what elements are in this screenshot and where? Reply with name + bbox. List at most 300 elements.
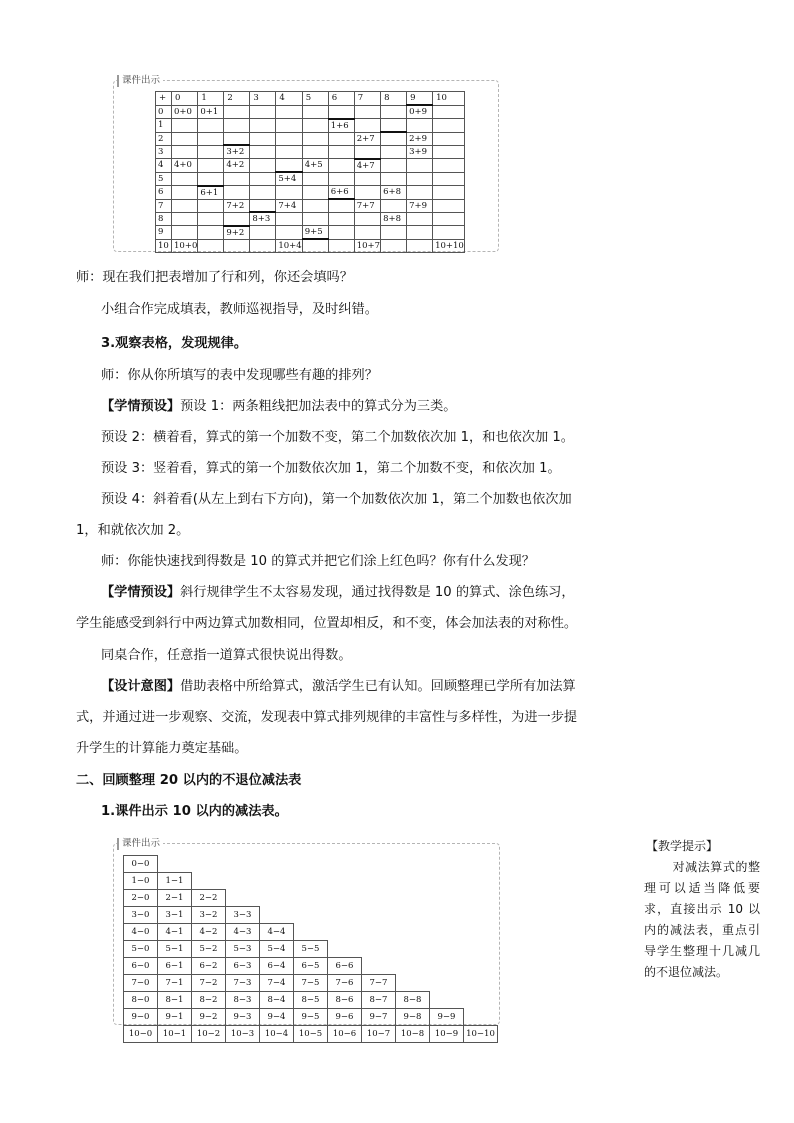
empty-cell xyxy=(396,975,430,992)
subtraction-cell: 6−6 xyxy=(328,958,362,975)
subtraction-cell: 10−2 xyxy=(192,1026,226,1043)
empty-cell xyxy=(362,941,396,958)
addition-cell: 6+1 xyxy=(198,186,224,200)
subtraction-cell: 10−1 xyxy=(158,1026,192,1043)
empty-cell xyxy=(362,873,396,890)
empty-cell xyxy=(362,907,396,924)
empty-cell xyxy=(464,907,498,924)
empty-cell xyxy=(396,907,430,924)
addition-cell xyxy=(302,186,328,200)
subtraction-cell: 10−4 xyxy=(260,1026,294,1043)
subtraction-cell: 7−1 xyxy=(158,975,192,992)
subtraction-table-row xyxy=(124,907,498,924)
addition-cell xyxy=(354,186,380,200)
addition-cell: 10+7 xyxy=(354,239,380,252)
subtraction-cell: 7−6 xyxy=(328,975,362,992)
addition-cell: 7+2 xyxy=(224,199,250,212)
subtraction-cell: 9−4 xyxy=(260,1009,294,1026)
addition-cell xyxy=(172,212,198,226)
addition-cell xyxy=(381,226,407,240)
addition-cell: 3+2 xyxy=(224,145,250,159)
addition-cell xyxy=(433,132,465,145)
section-heading-subtraction: 二、回顾整理 20 以内的不退位减法表 xyxy=(76,773,302,788)
addition-cell xyxy=(354,212,380,226)
addition-cell xyxy=(407,159,433,173)
design-intent-text: 借助表格中所给算式，激活学生已有认知。回顾整理已学所有加法算 xyxy=(180,679,576,694)
subtraction-cell: 4−1 xyxy=(158,924,192,941)
addition-header-cell: 1 xyxy=(198,92,224,106)
addition-row-header: 7 xyxy=(156,199,172,212)
courseware-tag: 课件出示 xyxy=(117,75,163,87)
addition-cell xyxy=(302,105,328,119)
subtraction-cell: 6−2 xyxy=(192,958,226,975)
subtraction-cell: 8−4 xyxy=(260,992,294,1009)
addition-header-cell: 2 xyxy=(224,92,250,106)
subtraction-cell: 7−7 xyxy=(362,975,396,992)
subtraction-cell: 2−2 xyxy=(192,890,226,907)
empty-cell xyxy=(294,890,328,907)
subtraction-cell: 10−0 xyxy=(124,1026,158,1043)
subtraction-cell: 2−0 xyxy=(124,890,158,907)
empty-cell xyxy=(464,975,498,992)
addition-cell xyxy=(433,159,465,173)
teaching-tip-text: 对减法算式的整理可以适当降低要求，直接出示 10 以内的减法表，重点引导学生整理十几减几的不退位减法。 xyxy=(644,860,760,979)
design-intent-line3: 升学生的计算能力奠定基础。 xyxy=(76,741,248,756)
empty-cell xyxy=(328,873,362,890)
addition-cell: 6+8 xyxy=(381,186,407,200)
label-learning-presumption: 【学情预设】 xyxy=(101,399,181,414)
subtraction-cell: 1−1 xyxy=(158,873,192,890)
subtraction-cell: 10−6 xyxy=(328,1026,362,1043)
subtraction-cell: 6−4 xyxy=(260,958,294,975)
addition-header-cell: + xyxy=(156,92,172,106)
teaching-tip xyxy=(644,836,760,983)
addition-cell xyxy=(433,172,465,186)
subtraction-cell: 7−0 xyxy=(124,975,158,992)
section-heading-observe: 3.观察表格，发现规律。 xyxy=(101,336,248,351)
empty-cell xyxy=(464,890,498,907)
empty-cell xyxy=(362,924,396,941)
empty-cell xyxy=(396,873,430,890)
addition-cell: 2+7 xyxy=(354,132,380,145)
addition-header-cell: 10 xyxy=(433,92,465,106)
presumption-5-line2: 学生能感受到斜行中两边算式加数相同，位置却相反，和不变，体会加法表的对称性。 xyxy=(76,616,578,631)
addition-header-cell: 9 xyxy=(407,92,433,106)
addition-cell xyxy=(354,172,380,186)
addition-header-cell: 5 xyxy=(302,92,328,106)
empty-cell xyxy=(192,873,226,890)
addition-cell xyxy=(250,186,276,200)
addition-cell xyxy=(328,172,354,186)
addition-cell: 7+4 xyxy=(276,199,302,212)
subtraction-cell: 6−1 xyxy=(158,958,192,975)
subtraction-cell: 8−3 xyxy=(226,992,260,1009)
addition-cell: 10+0 xyxy=(172,239,198,252)
presumption-1 xyxy=(101,397,456,417)
empty-cell xyxy=(328,890,362,907)
addition-cell xyxy=(381,145,407,159)
addition-header-cell: 7 xyxy=(354,92,380,106)
empty-cell xyxy=(430,856,464,873)
subtraction-cell: 10−8 xyxy=(396,1026,430,1043)
addition-cell xyxy=(198,212,224,226)
empty-cell xyxy=(464,941,498,958)
empty-cell xyxy=(464,992,498,1009)
subtraction-cell: 3−1 xyxy=(158,907,192,924)
addition-cell xyxy=(250,105,276,119)
subtraction-table-row xyxy=(124,992,498,1009)
empty-cell xyxy=(464,958,498,975)
empty-cell xyxy=(260,890,294,907)
addition-cell xyxy=(224,186,250,200)
teacher-question-extended-table: 师：现在我们把表增加了行和列，你还会填吗？ xyxy=(76,270,353,285)
addition-cell xyxy=(328,212,354,226)
addition-cell xyxy=(381,119,407,133)
teacher-question-patterns: 师：你从你所填写的表中发现哪些有趣的排列？ xyxy=(101,368,378,383)
addition-cell xyxy=(250,199,276,212)
addition-cell xyxy=(407,226,433,240)
addition-cell xyxy=(381,105,407,119)
addition-cell: 7+9 xyxy=(407,199,433,212)
addition-header-cell: 0 xyxy=(172,92,198,106)
addition-cell xyxy=(433,212,465,226)
subtraction-cell: 10−9 xyxy=(430,1026,464,1043)
addition-row-header: 8 xyxy=(156,212,172,226)
empty-cell xyxy=(430,941,464,958)
addition-cell xyxy=(328,132,354,145)
addition-row-header: 6 xyxy=(156,186,172,200)
subtraction-cell: 4−0 xyxy=(124,924,158,941)
addition-cell: 4+7 xyxy=(354,159,380,173)
subtraction-cell: 7−5 xyxy=(294,975,328,992)
addition-cell xyxy=(172,199,198,212)
group-work-instruction: 小组合作完成填表，教师巡视指导，及时纠错。 xyxy=(101,302,378,317)
empty-cell xyxy=(464,873,498,890)
subtraction-cell: 5−2 xyxy=(192,941,226,958)
addition-cell xyxy=(224,212,250,226)
addition-table-row xyxy=(156,226,465,240)
addition-cell xyxy=(250,159,276,173)
addition-cell xyxy=(224,119,250,133)
addition-cell xyxy=(172,226,198,240)
addition-cell xyxy=(354,119,380,133)
addition-table-row xyxy=(156,105,465,119)
subtraction-cell: 9−0 xyxy=(124,1009,158,1026)
subsection-heading-subtraction: 1.课件出示 10 以内的减法表。 xyxy=(101,804,288,819)
subtraction-cell: 10−10 xyxy=(464,1026,498,1043)
empty-cell xyxy=(396,941,430,958)
addition-cell xyxy=(198,119,224,133)
addition-cell xyxy=(354,105,380,119)
addition-row-header: 0 xyxy=(156,105,172,119)
addition-cell xyxy=(198,199,224,212)
subtraction-table-row xyxy=(124,873,498,890)
addition-cell xyxy=(433,199,465,212)
subtraction-cell: 9−2 xyxy=(192,1009,226,1026)
subtraction-cell: 4−2 xyxy=(192,924,226,941)
addition-cell xyxy=(198,239,224,252)
addition-table-row xyxy=(156,186,465,200)
addition-row-header: 5 xyxy=(156,172,172,186)
teaching-tip-body xyxy=(644,857,760,983)
addition-cell xyxy=(381,159,407,173)
subtraction-cell: 9−9 xyxy=(430,1009,464,1026)
empty-cell xyxy=(260,856,294,873)
subtraction-cell: 1−0 xyxy=(124,873,158,890)
subtraction-table-row xyxy=(124,924,498,941)
empty-cell xyxy=(396,924,430,941)
addition-cell xyxy=(302,239,328,252)
subtraction-cell: 0−0 xyxy=(124,856,158,873)
addition-cell: 4+2 xyxy=(224,159,250,173)
empty-cell xyxy=(430,890,464,907)
empty-cell xyxy=(430,873,464,890)
addition-cell xyxy=(198,226,224,240)
addition-cell xyxy=(302,132,328,145)
addition-cell xyxy=(276,159,302,173)
addition-cell xyxy=(302,199,328,212)
addition-cell xyxy=(276,212,302,226)
addition-table-row xyxy=(156,132,465,145)
teacher-question-sum-ten: 师：你能快速找到得数是 10 的算式并把它们涂上红色吗？你有什么发现？ xyxy=(101,554,535,569)
subtraction-cell: 5−5 xyxy=(294,941,328,958)
presumption-5-text: 斜行规律学生不太容易发现，通过找得数是 10 的算式、涂色练习， xyxy=(180,585,575,600)
subtraction-cell: 9−7 xyxy=(362,1009,396,1026)
empty-cell xyxy=(430,907,464,924)
addition-row-header: 10 xyxy=(156,239,172,252)
addition-cell xyxy=(433,119,465,133)
addition-cell xyxy=(276,186,302,200)
addition-cell xyxy=(381,199,407,212)
addition-cell xyxy=(224,239,250,252)
addition-cell xyxy=(354,145,380,159)
addition-cell xyxy=(250,132,276,145)
addition-cell xyxy=(328,239,354,252)
empty-cell xyxy=(396,958,430,975)
addition-cell xyxy=(172,186,198,200)
subtraction-cell: 6−0 xyxy=(124,958,158,975)
empty-cell xyxy=(396,856,430,873)
label-learning-presumption-2: 【学情预设】 xyxy=(101,585,181,600)
empty-cell xyxy=(464,1009,498,1026)
subtraction-table-row xyxy=(124,958,498,975)
subtraction-cell: 6−3 xyxy=(226,958,260,975)
teaching-tip-title: 【教学提示】 xyxy=(646,839,719,853)
addition-table-row xyxy=(156,239,465,252)
empty-cell xyxy=(430,924,464,941)
addition-cell xyxy=(328,226,354,240)
addition-cell: 2+9 xyxy=(407,132,433,145)
empty-cell xyxy=(464,856,498,873)
addition-cell xyxy=(407,172,433,186)
empty-cell xyxy=(260,907,294,924)
addition-cell xyxy=(328,105,354,119)
addition-cell: 8+8 xyxy=(381,212,407,226)
addition-cell xyxy=(433,145,465,159)
subtraction-cell: 10−3 xyxy=(226,1026,260,1043)
addition-cell: 0+9 xyxy=(407,105,433,119)
addition-cell xyxy=(198,159,224,173)
addition-cell xyxy=(250,145,276,159)
addition-cell xyxy=(250,239,276,252)
addition-cell xyxy=(276,105,302,119)
addition-cell: 1+6 xyxy=(328,119,354,133)
empty-cell xyxy=(294,856,328,873)
empty-cell xyxy=(328,941,362,958)
addition-cell xyxy=(250,119,276,133)
addition-cell xyxy=(172,132,198,145)
subtraction-cell: 7−4 xyxy=(260,975,294,992)
empty-cell xyxy=(362,958,396,975)
subtraction-table-row xyxy=(124,1009,498,1026)
addition-cell xyxy=(276,132,302,145)
addition-table-row xyxy=(156,119,465,133)
addition-cell: 10+4 xyxy=(276,239,302,252)
empty-cell xyxy=(226,890,260,907)
presumption-3: 预设 3：竖着看，算式的第一个加数依次加 1，第二个加数不变，和依次加 1。 xyxy=(101,461,561,476)
addition-cell: 10+10 xyxy=(433,239,465,252)
empty-cell xyxy=(158,856,192,873)
addition-cell: 9+5 xyxy=(302,226,328,240)
empty-cell xyxy=(294,924,328,941)
addition-cell: 3+9 xyxy=(407,145,433,159)
empty-cell xyxy=(192,856,226,873)
addition-cell: 4+5 xyxy=(302,159,328,173)
subtraction-cell: 10−5 xyxy=(294,1026,328,1043)
subtraction-cell: 2−1 xyxy=(158,890,192,907)
addition-cell xyxy=(302,212,328,226)
subtraction-cell: 3−0 xyxy=(124,907,158,924)
addition-cell xyxy=(276,226,302,240)
addition-cell: 4+0 xyxy=(172,159,198,173)
presumption-4-line2: 1，和就依次加 2。 xyxy=(76,523,190,538)
addition-cell xyxy=(172,119,198,133)
subtraction-cell: 9−3 xyxy=(226,1009,260,1026)
empty-cell xyxy=(430,992,464,1009)
subtraction-table-row xyxy=(124,941,498,958)
addition-cell xyxy=(224,172,250,186)
empty-cell xyxy=(328,856,362,873)
subtraction-cell: 3−2 xyxy=(192,907,226,924)
addition-cell: 5+4 xyxy=(276,172,302,186)
subtraction-cell: 3−3 xyxy=(226,907,260,924)
addition-cell xyxy=(433,105,465,119)
empty-cell xyxy=(328,907,362,924)
subtraction-table xyxy=(123,855,498,1043)
addition-table-row xyxy=(156,172,465,186)
subtraction-cell: 9−6 xyxy=(328,1009,362,1026)
subtraction-cell: 9−8 xyxy=(396,1009,430,1026)
subtraction-cell: 7−3 xyxy=(226,975,260,992)
addition-header-cell: 8 xyxy=(381,92,407,106)
addition-table-row xyxy=(156,212,465,226)
subtraction-cell: 9−1 xyxy=(158,1009,192,1026)
design-intent-line2: 式，并通过进一步观察、交流，发现表中算式排列规律的丰富性与多样性，为进一步提 xyxy=(76,710,578,725)
addition-cell xyxy=(302,119,328,133)
addition-cell xyxy=(276,119,302,133)
addition-row-header: 1 xyxy=(156,119,172,133)
subtraction-table-row xyxy=(124,975,498,992)
addition-header-cell: 3 xyxy=(250,92,276,106)
addition-header-cell: 4 xyxy=(276,92,302,106)
subtraction-cell: 9−5 xyxy=(294,1009,328,1026)
label-design-intent: 【设计意图】 xyxy=(101,679,181,694)
subtraction-cell: 5−0 xyxy=(124,941,158,958)
empty-cell xyxy=(294,873,328,890)
presumption-2: 预设 2：横着看，算式的第一个加数不变，第二个加数依次加 1，和也依次加 1。 xyxy=(101,430,574,445)
empty-cell xyxy=(226,856,260,873)
addition-cell xyxy=(198,132,224,145)
addition-cell xyxy=(354,226,380,240)
courseware-tag-2: 课件出示 xyxy=(117,838,163,850)
addition-table-header xyxy=(156,92,465,106)
empty-cell xyxy=(396,890,430,907)
empty-cell xyxy=(362,890,396,907)
addition-cell xyxy=(302,145,328,159)
addition-table xyxy=(155,91,465,253)
addition-cell xyxy=(250,172,276,186)
addition-cell xyxy=(224,105,250,119)
addition-table-row xyxy=(156,145,465,159)
subtraction-table-row xyxy=(124,1026,498,1043)
addition-cell xyxy=(407,186,433,200)
addition-cell: 6+6 xyxy=(328,186,354,200)
addition-cell xyxy=(172,172,198,186)
addition-cell xyxy=(250,226,276,240)
subtraction-cell: 5−1 xyxy=(158,941,192,958)
presumption-5-line1 xyxy=(101,583,575,603)
presumption-4-line1: 预设 4：斜着看(从左上到右下方向)，第一个加数依次加 1，第二个加数也依次加 xyxy=(101,492,572,507)
addition-cell xyxy=(198,172,224,186)
addition-cell: 0+1 xyxy=(198,105,224,119)
addition-cell xyxy=(407,239,433,252)
addition-cell xyxy=(172,145,198,159)
presumption-1-text: 预设 1：两条粗线把加法表中的算式分为三类。 xyxy=(180,399,457,414)
addition-cell xyxy=(302,172,328,186)
subtraction-cell: 8−8 xyxy=(396,992,430,1009)
addition-cell xyxy=(328,159,354,173)
addition-cell xyxy=(407,212,433,226)
subtraction-cell: 4−4 xyxy=(260,924,294,941)
addition-cell: 9+2 xyxy=(224,226,250,240)
pair-work-instruction: 同桌合作，任意指一道算式很快说出得数。 xyxy=(101,648,352,663)
addition-row-header: 4 xyxy=(156,159,172,173)
addition-cell xyxy=(381,172,407,186)
empty-cell xyxy=(260,873,294,890)
addition-cell xyxy=(224,132,250,145)
subtraction-cell: 5−4 xyxy=(260,941,294,958)
addition-table-row xyxy=(156,199,465,212)
subtraction-cell: 8−5 xyxy=(294,992,328,1009)
addition-row-header: 9 xyxy=(156,226,172,240)
addition-cell xyxy=(381,132,407,145)
addition-cell xyxy=(198,145,224,159)
addition-cell xyxy=(276,145,302,159)
subtraction-cell: 6−5 xyxy=(294,958,328,975)
addition-row-header: 2 xyxy=(156,132,172,145)
subtraction-cell: 8−6 xyxy=(328,992,362,1009)
subtraction-cell: 8−1 xyxy=(158,992,192,1009)
addition-cell: 8+3 xyxy=(250,212,276,226)
subtraction-cell: 8−7 xyxy=(362,992,396,1009)
empty-cell xyxy=(430,975,464,992)
subtraction-cell: 10−7 xyxy=(362,1026,396,1043)
subtraction-cell: 5−3 xyxy=(226,941,260,958)
subtraction-cell: 4−3 xyxy=(226,924,260,941)
empty-cell xyxy=(226,873,260,890)
empty-cell xyxy=(362,856,396,873)
addition-cell xyxy=(381,239,407,252)
